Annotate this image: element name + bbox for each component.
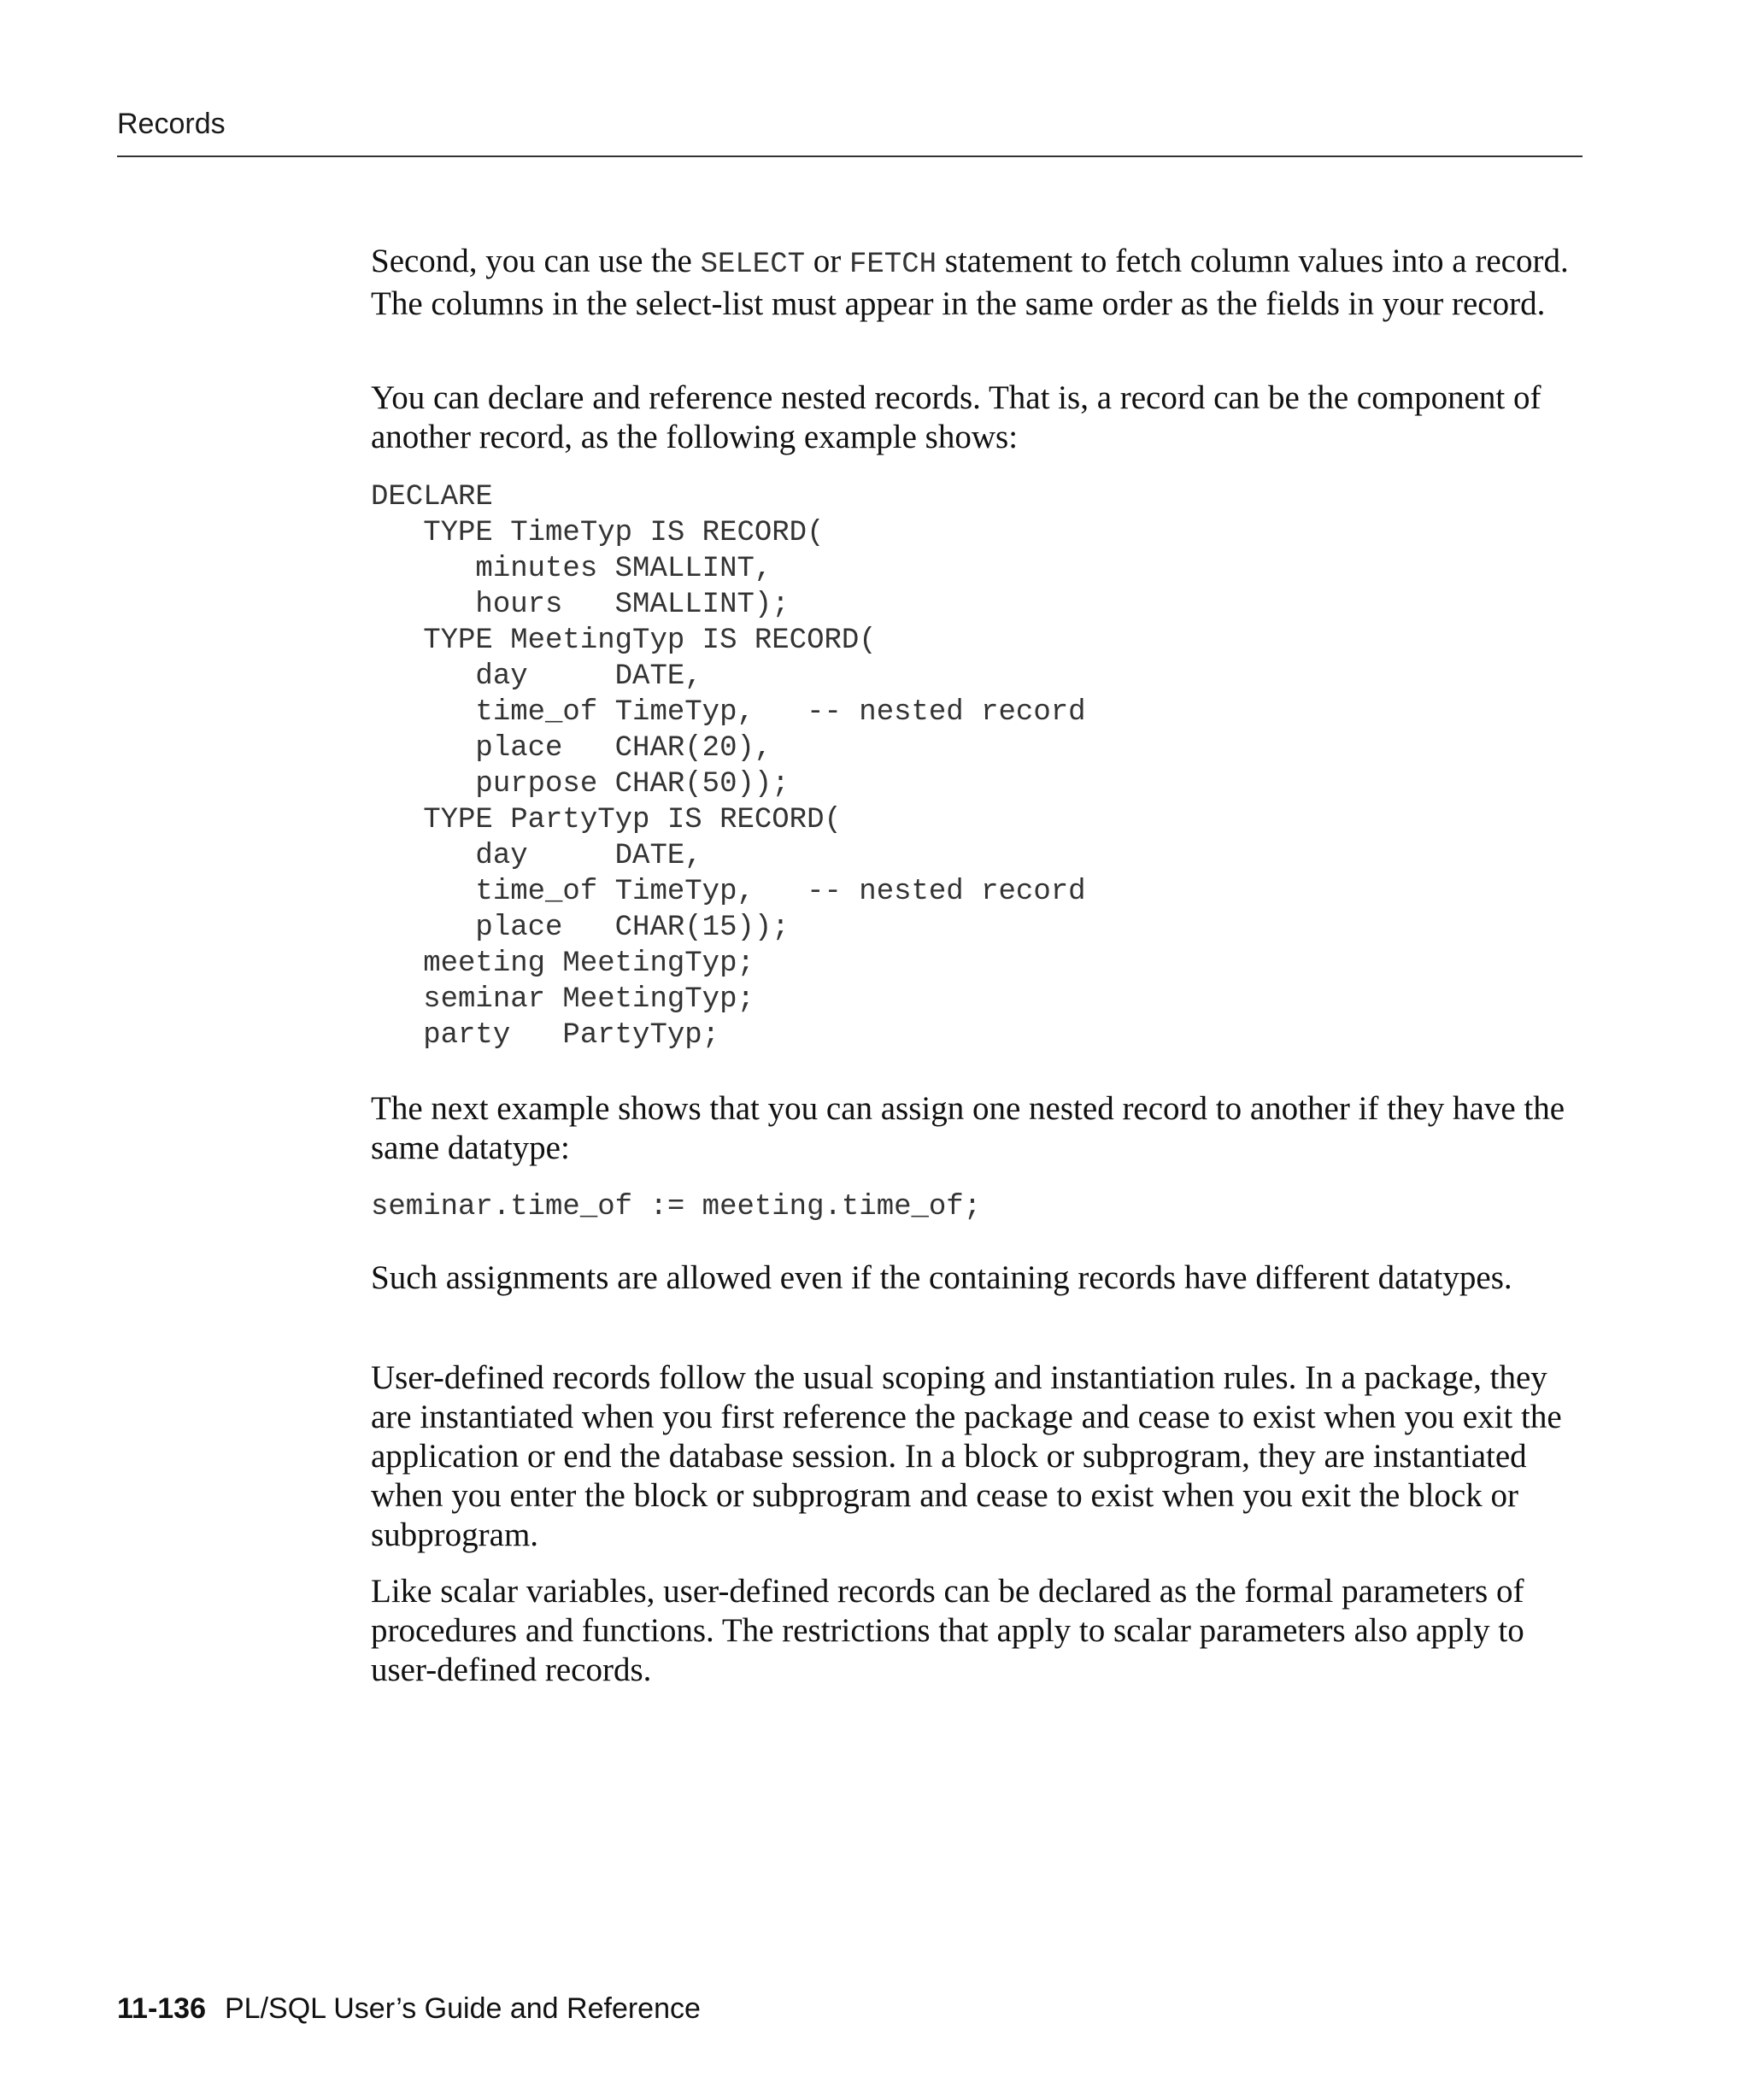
code-line: hours SMALLINT); [371, 589, 790, 621]
book-title: PL/SQL User’s Guide and Reference [225, 1992, 701, 2025]
paragraph-assign-nested: The next example shows that you can assign one nested record to another if they have the same datatype: [371, 1090, 1565, 1166]
code-line: DECLARE [371, 481, 493, 513]
paragraph-nested-records: You can declare and reference nested records. That is, a record can be the component of another record, as the following example shows: [371, 379, 1542, 455]
p1-text-or: or [805, 243, 849, 279]
paragraph-formal-parameters: Like scalar variables, user-defined records can be declared as the formal parameters of procedures and functions. The restrictions that apply to scalar parameters also apply to user-defined records. [371, 1573, 1524, 1688]
paragraph-scoping-rules: User-defined records follow the usual scoping and instantiation rules. In a package, they are instantiated when you first reference the package and cease to exist when you exit the application or end the database session. In a block or subprogram, they are instantiated when you enter the block or subprogram and cease to exist when you exit the block or subprogram. [371, 1359, 1562, 1553]
code-line: seminar.time_of := meeting.time_of; [371, 1191, 982, 1223]
header-rule [117, 155, 1583, 157]
running-head: Records [117, 108, 226, 140]
code-line: purpose CHAR(50)); [371, 768, 790, 801]
p1-text-start: Second, you can use the [371, 243, 701, 279]
page-footer [117, 1992, 701, 2026]
paragraph-select-fetch [371, 242, 1593, 324]
code-line: TYPE MeetingTyp IS RECORD( [371, 625, 877, 657]
code-example-assignment [371, 1189, 981, 1225]
paragraph-assignments-allowed: Such assignments are allowed even if the containing records have different datatypes. [371, 1259, 1512, 1296]
code-line: place CHAR(20), [371, 732, 772, 765]
code-line: TYPE PartyTyp IS RECORD( [371, 804, 842, 836]
code-example-nested-records [371, 479, 1086, 1053]
code-line: minutes SMALLINT, [371, 553, 772, 585]
code-line: time_of TimeTyp, -- nested record [371, 696, 1086, 729]
code-line: TYPE TimeTyp IS RECORD( [371, 517, 825, 549]
code-line: day DATE, [371, 660, 702, 693]
page-number: 11-136 [117, 1992, 206, 2025]
code-line: day DATE, [371, 840, 702, 872]
code-line: meeting MeetingTyp; [371, 947, 755, 980]
code-line: seminar MeetingTyp; [371, 983, 755, 1016]
code-line: place CHAR(15)); [371, 912, 790, 944]
select-keyword: SELECT [700, 249, 805, 281]
fetch-keyword: FETCH [849, 249, 937, 281]
p1-text-end: statement to fetch column values into a record. The columns in the select-list must appear in the same order as the fields in your record. [371, 243, 1569, 322]
code-line: party PartyTyp; [371, 1019, 720, 1052]
code-line: time_of TimeTyp, -- nested record [371, 876, 1086, 908]
